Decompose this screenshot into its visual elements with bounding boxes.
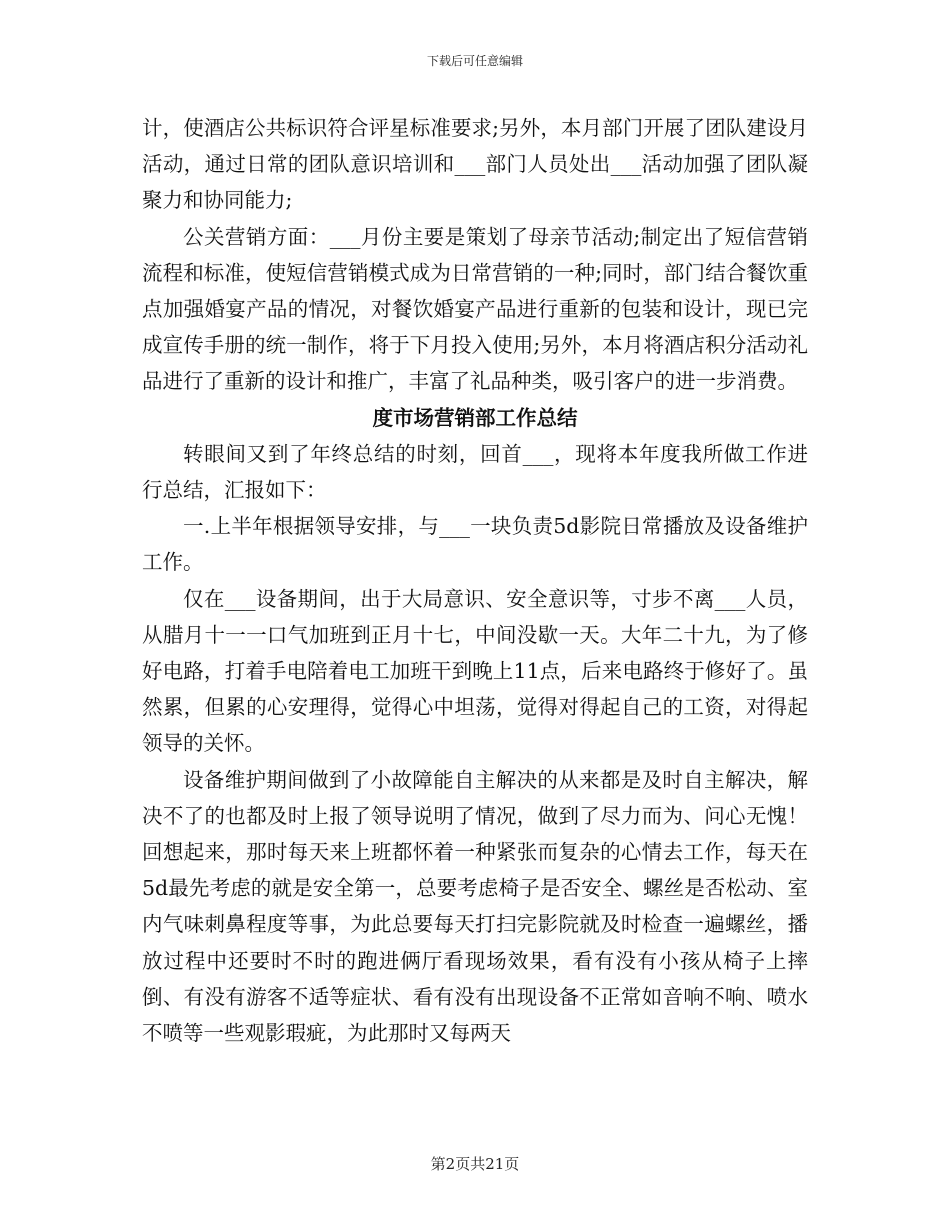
section-heading: 度市场营销部工作总结: [372, 405, 578, 430]
paragraph-overtime: 仅在___设备期间，出于大局意识、安全意识等，寸步不离___人员，从腊月十一一口气加班到正月十七，中间没歇一天。大年二十九，为了修好电路，打着手电陪着电工加班干到晚上11点，后来电路终于修好了。虽然累，但累的心安理得，觉得心中坦荡，觉得对得起自己的工资，对得起领导的关怀。: [142, 586, 808, 756]
document-body: [142, 110, 808, 1051]
paragraph-continuation: 计，使酒店公共标识符合评星标准要求;另外，本月部门开展了团队建设月活动，通过日常的团队意识培训和___部门人员处出___活动加强了团队凝聚力和协同能力;: [142, 116, 808, 213]
page-footer: 第2页共21页: [430, 1155, 520, 1173]
paragraph-item-one: 一.上半年根据领导安排，与___一块负责5d影院日常播放及设备维护工作。: [142, 514, 808, 575]
paragraph-maintenance: 设备维护期间做到了小故障能自主解决的从来都是及时自主解决，解决不了的也都及时上报了领导说明了情况，做到了尽力而为、问心无愧！回想起来，那时每天来上班都怀着一种紧张而复杂的心情去工作，每天在5d最先考虑的就是安全第一，总要考虑椅子是否安全、螺丝是否松动、室内气味刺鼻程度等事，为此总要每天打扫完影院就及时检查一遍螺丝，播放过程中还要时不时的跑进俩厅看现场效果，看有没有小孩从椅子上摔倒、有没有游客不适等症状、看有没有出现设备不正常如音响不响、喷水不喷等一些观影瑕疵，为此那时又每两天: [142, 767, 808, 1046]
page-header: 下载后可任意编辑: [426, 54, 523, 68]
paragraph-pr-marketing: 公关营销方面：___月份主要是策划了母亲节活动;制定出了短信营销流程和标准，使短信营销模式成为日常营销的一种;同时，部门结合餐饮重点加强婚宴产品的情况，对餐饮婚宴产品进行重新的包装和设计，现已完成宣传手册的统一制作，将于下月投入使用;另外，本月将酒店积分活动礼品进行了重新的设计和推广，丰富了礼品种类，吸引客户的进一步消费。: [142, 224, 808, 394]
paragraph-intro: 转眼间又到了年终总结的时刻，回首___，现将本年度我所做工作进行总结，汇报如下：: [142, 441, 808, 503]
